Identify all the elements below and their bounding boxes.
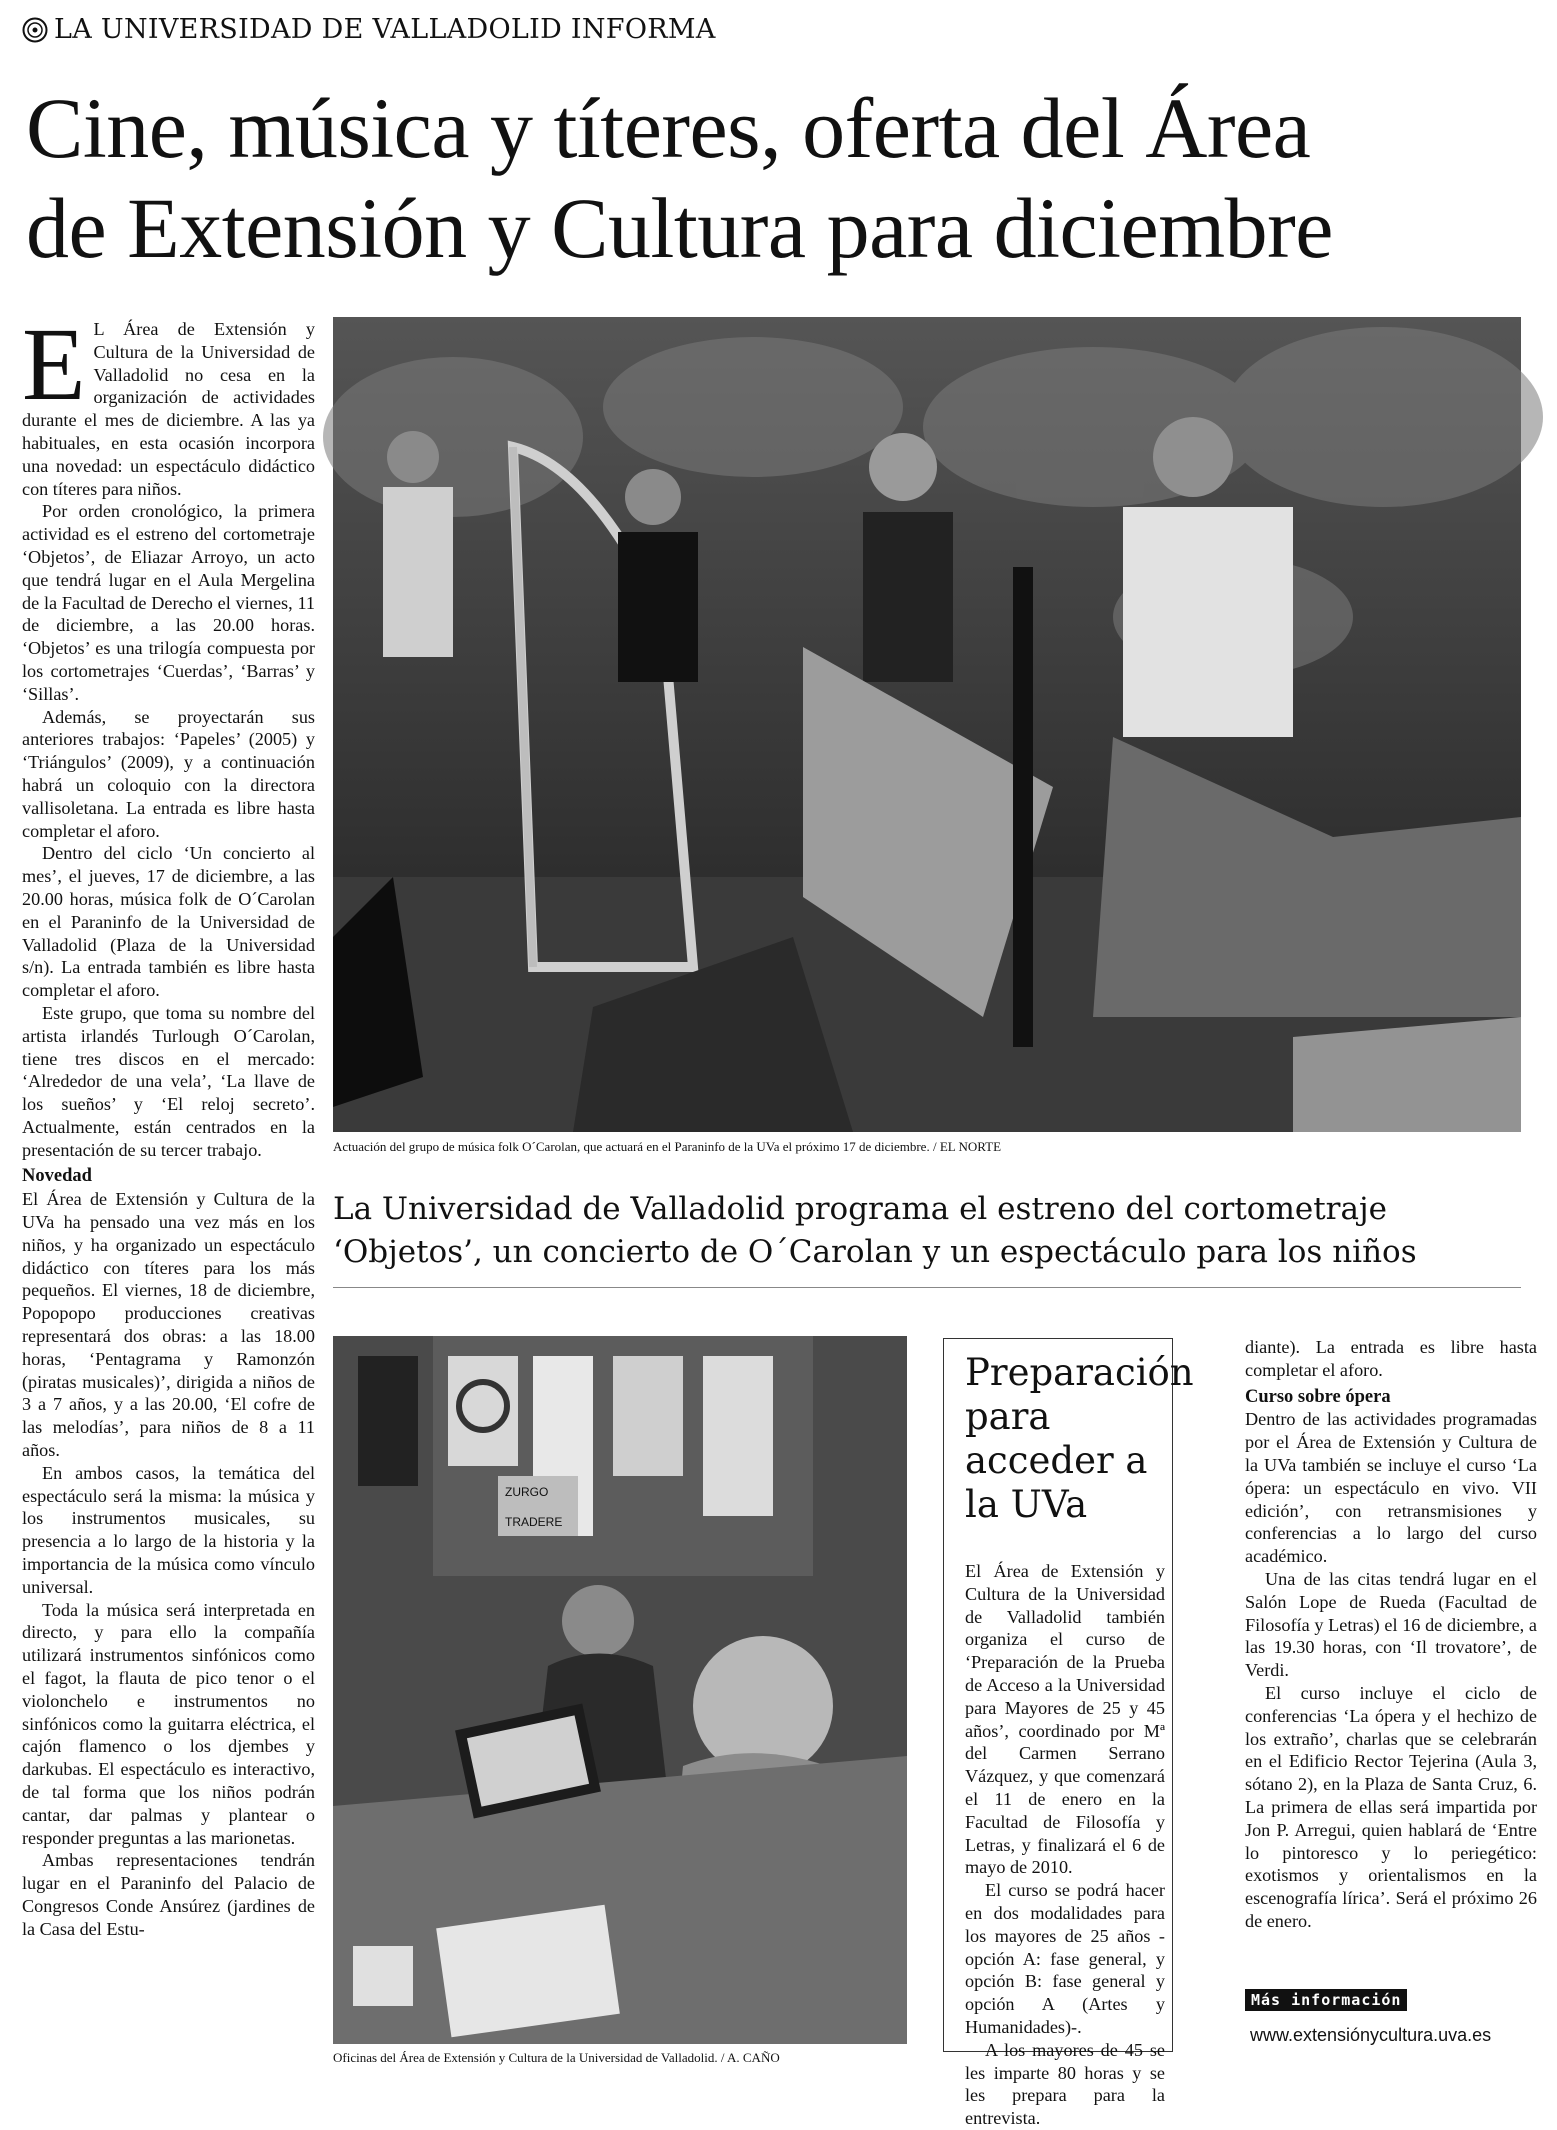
right-paragraph-4: El curso incluye el ciclo de conferencias ‘La ópera y el hechizo de los extraño’, charlas que se celebrarán en el Edificio Rector Tejerina (Aula 3, sótano 2), en la Plaza de Santa Cruz, 6. La primera de ellas será impartida por Jon P. Arregui, quien hablará de ‘Entre lo pintoresco y lo periegético: exotismos y orientalismos en la escenografía lírica’. Será el próximo 26 de enero.: [1245, 1682, 1537, 1931]
section-kicker: [22, 14, 716, 45]
right-paragraph-3: Una de las citas tendrá lugar en el Salón Lope de Rueda (Facultad de Filosofía y Letras) el 16 de diciembre, a las 19.30 horas, con ‘Il trovatore’, de Verdi.: [1245, 1568, 1537, 1681]
university-seal-icon: [22, 17, 48, 43]
subhead-line-1: La Universidad de Valladolid programa el estreno del cortometraje: [333, 1191, 1387, 1227]
poster-zurgo: ZURGO: [505, 1485, 549, 1499]
subhead-rule: [333, 1287, 1521, 1288]
drop-cap: E: [22, 307, 86, 422]
right-column: [1245, 1336, 1537, 1966]
left-paragraph-7: En ambos casos, la temática del espectáculo será la misma: la música y los instrumentos musicales, su presencia a lo largo de la historia y la importancia de la música como vínculo universal.: [22, 1462, 315, 1597]
sidebar-paragraph-1: El Área de Extensión y Cultura de la Universidad de Valladolid también organiza el curso de ‘Preparación de la Prueba de Acceso a la Universidad para Mayores de 25 y 45 años’, coordinado por Mª del Carmen Serrano Vázquez, y que comenzará el 11 de enero en la Facultad de Filosofía y Letras, y finalizará el 6 de mayo de 2010.: [965, 1561, 1165, 1878]
headline-line-1: Cine, música y títeres, oferta del Área: [26, 80, 1311, 176]
poster-tradere: TRADERE: [505, 1515, 563, 1529]
concert-photo-caption: Actuación del grupo de música folk O´Carolan, que actuará en el Paraninfo de la UVa el próximo 17 de diciembre. / EL NORTE: [333, 1139, 1002, 1154]
left-paragraph-1: L Área de Extensión y Cultura de la Universidad de Valladolid no cesa en la organización de actividades durante el mes de diciembre. A las ya habituales, en esta ocasión incorpora una novedad: un espectáculo didáctico con títeres para niños.: [22, 319, 315, 499]
more-info-link[interactable]: www.extensiónycultura.uva.es: [1250, 2025, 1492, 2045]
sidebar-title-line-1: Preparación: [965, 1351, 1194, 1394]
subhead-line-2: ‘Objetos’, un concierto de O´Carolan y un espectáculo para los niños: [333, 1234, 1417, 1270]
novedad-heading: Novedad: [22, 1166, 92, 1187]
left-paragraph-6: El Área de Extensión y Cultura de la UVa ha pensado una vez más en los niños, y ha organizado un espectáculo didáctico con títeres para los más pequeños. El viernes, 18 de diciembre, Popopopo producciones creativas representará dos obras: a las 18.00 horas, ‘Pentagrama y Ramonzón (piratas musicales)’, dirigida a niños de 3 a 7 años, y a las 20.00, ‘El cofre de las melodías’, para niños de 8 a 11 años.: [22, 1189, 315, 1461]
kicker-text: LA UNIVERSIDAD DE VALLADOLID INFORMA: [54, 14, 716, 45]
office-photo: [333, 1336, 907, 2044]
sidebar-title-line-3: acceder a: [965, 1439, 1148, 1482]
left-paragraph-8: Toda la música será interpretada en directo, y para ello la compañía utilizará instrumentos sinfónicos como el fagot, la flauta de pico tenor o el violonchelo e instrumentos no sinfónicos como la guitarra eléctrica, el cajón flamenco o los djembes y darkubas. El espectáculo es interactivo, de tal forma que los niños podrán cantar, dar palmas y plantear o responder preguntas a las marionetas.: [22, 1599, 315, 1848]
left-paragraph-3: Además, se proyectarán sus anteriores trabajos: ‘Papeles’ (2005) y ‘Triángulos’ (2009), y a continuación habrá un coloquio con la directora vallisoletana. La entrada es libre hasta completar el aforo.: [22, 706, 315, 841]
sidebar-paragraph-2: El curso se podrá hacer en dos modalidades para los mayores de 25 años -opción A: fase general, y opción B: fase general y opción A (Artes y Humanidades)-.: [965, 1880, 1165, 2037]
right-paragraph-2: Dentro de las actividades programadas por el Área de Extensión y Cultura de la UVa también se incluye el curso ‘La ópera: un espectáculo en vivo. VII edición’, con retransmisiones y conferencias a lo largo del curso académico.: [1245, 1409, 1537, 1567]
left-column: [22, 307, 315, 2098]
office-photo-caption: Oficinas del Área de Extensión y Cultura de la Universidad de Valladolid. / A. CAÑO: [333, 2050, 780, 2065]
headline-line-2: de Extensión y Cultura para diciembre: [26, 180, 1333, 276]
sidebar-paragraph-3: A los mayores de 45 se les imparte 80 horas y se les prepara para la entrevista.: [965, 2039, 1165, 2129]
left-paragraph-5: Este grupo, que toma su nombre del artista irlandés Turlough O´Carolan, tiene tres discos en el mercado: ‘Alrededor de una vela’, ‘La llave de los sueños’ y ‘El reloj secreto’. Actualmente, están centrados en la presentación de su tercer trabajo.: [22, 1002, 315, 1160]
sidebar-title: [965, 1351, 1194, 1527]
left-paragraph-4: Dentro del ciclo ‘Un concierto al mes’, el jueves, 17 de diciembre, a las 20.00 horas, música folk de O´Carolan en el Paraninfo de la Universidad de Valladolid (Plaza de la Universidad s/n). La entrada también es libre hasta completar el aforo.: [22, 843, 315, 1001]
sidebar-title-line-4: la UVa: [965, 1483, 1088, 1526]
office-photo-illustration: [333, 1336, 907, 2044]
left-paragraph-2: Por orden cronológico, la primera actividad es el estreno del cortometraje ‘Objetos’, de Eliazar Arroyo, un acto que tendrá lugar en el Aula Mergelina de la Facultad de Derecho el viernes, 11 de diciembre, a las 20.00 horas. ‘Objetos’ es una trilogía compuesta por los cortometrajes ‘Cuerdas’, ‘Barras’ y ‘Sillas’.: [22, 501, 315, 704]
opera-heading: Curso sobre ópera: [1245, 1386, 1391, 1407]
more-info-label: Más información: [1245, 1989, 1407, 2011]
left-paragraph-9: Ambas representaciones tendrán lugar en el Paraninfo del Palacio de Congresos Conde Ansúrez (jardines de la Casa del Estu-: [22, 1850, 315, 1939]
right-paragraph-1: diante). La entrada es libre hasta completar el aforo.: [1245, 1337, 1537, 1380]
headline: [26, 78, 1536, 278]
subhead: [333, 1188, 1533, 1274]
concert-photo: [333, 317, 1521, 1132]
concert-photo-illustration: [333, 317, 1521, 1132]
sidebar-body: [965, 1560, 1165, 2129]
sidebar-title-line-2: para: [965, 1395, 1051, 1438]
